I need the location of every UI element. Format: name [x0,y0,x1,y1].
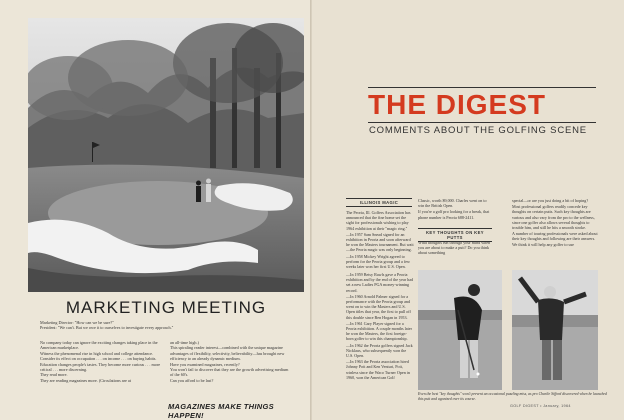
col3-para: special—or are you just doing a bit of hoping? [512,198,589,203]
illinois-para: —In 1957 Sam Snead signed for an exhibition in Peoria and soon afterward he won the Masters tournament. But wait—the Peoria magic was only beginning. [346,231,414,253]
digest-column-2 [418,198,492,221]
illinois-column [346,210,414,270]
ad-col2-para: Have you examined magazines, recently? [170,361,240,367]
ad-col1-para: Witness the phenomenal rise in high school and college attendance. Consider its effect on occupation . . . on income . . . on buying habits. [40,350,157,362]
putting-photo-right [512,270,598,390]
digest-column-3 [512,198,598,248]
illinois-para: The Peoria, Ill. Golfers Association has announced that the fine home set the sight for professionals wishing to play 1964 exhibition at their "magic ring." [346,210,411,231]
golf-course-photo [28,18,304,292]
illinois-para: —In 1958 Mickey Wright agreed to perform for the Peoria group and a few weeks later won her first U.S. Open. [346,253,410,270]
key-para: What thoughts run through your mind when you are about to make a putt? Do you think about something [418,240,491,256]
ad-column-2 [170,340,292,383]
illinois-para: —In 1961 Gary Player signed for a Peoria exhibition. A couple months later he won the Masters, the first foreign-born golfer to win this championship. [346,320,412,342]
digest-subtitle: COMMENTS ABOUT THE GOLFING SCENE [369,125,587,136]
ad-col1-para: No company today can ignore the exciting changes taking place in the American marketplace. [40,340,158,351]
ad-col2-para: This spiraling reader interest—combined with the unique magazine advantages of flexibility, selectivity, believability—has brought new efficiency to an already dynamic medium. [170,345,285,362]
golfer-reaction-illustration [512,270,598,390]
ad-headline: MARKETING MEETING [65,298,267,317]
ad-col2-para: Can you afford to be last? [170,377,214,383]
ad-col1-para: They read more. [40,372,68,378]
dialog-line-1: Marketing Director: "How can we be sure?" [40,320,114,325]
col3-para: A number of touring professionals were asked about their key thoughts and following are their answers. We think it will help any golfer to use [512,231,598,247]
illinois-para: —In 1962 the Peoria golfers signed Jack Nicklaus, who subsequently won the U.S. Open. [346,342,413,359]
ad-column-1 [40,340,162,383]
col3-para: Most professional golfers readily concede key thoughts on certain putts. Such key thoughts are various and also vary from the pro to the wellness, since one golfer also allows several thoughts to trouble him, and still he hits a smooth stroke. [512,204,595,231]
key-thoughts-heading: KEY THOUGHTS ON KEY PUTTS [418,228,492,242]
digest-title: THE DIGEST [368,89,547,120]
key-thoughts-column [418,240,492,257]
illinois-column-cont [346,272,414,390]
title-rule-bottom [368,122,596,123]
ad-slogan: MAGAZINES MAKE THINGS HAPPEN! [168,402,274,420]
golf-course-illustration [28,18,304,292]
ad-col2-para: an all-time high.) [170,340,199,345]
ad-col1-para: They are reading magazines more. (Circulations are at [40,377,131,383]
putting-photo-left [418,270,502,390]
illinois-para: —In 1960 Arnold Palmer signed for a performance with the Peoria group and went on to win the Masters and U.S. Open titles that year, the first to pull off this double since Ben Hogan in 1953. [346,293,411,320]
page-footer: GOLF DIGEST • January, 1964 [510,404,571,408]
dialog-line-2: President: "We can't. But we owe it to ourselves to investigate every approach." [40,325,174,330]
ad-col1-para: Education changes people's tastes. They become more curious . . . more critical . . . more discerning. [40,361,161,373]
photo-caption: Even the best "key thoughts" won't prevent an occasional puzzling miss, as pro Charlie Sifford discovered when he launched this putt and agonized over its course. [418,392,607,401]
ad-col2-para: You won't fail to discover that they are the growth advertising medium of the 60's. [170,367,289,378]
golfer-putting-illustration [418,270,502,390]
title-rule-top [368,87,596,88]
illinois-magic-heading: ILLINOIS MAGIC [346,198,412,207]
col2-para: If you're a golf pro looking for a break, that phone number is Peoria 688-2411. [418,209,490,220]
col2-para: Classic, worth $9,000. Charles went on to win the British Open. [418,198,487,209]
ad-dialog [40,320,300,330]
illinois-para: —In 1959 Betsy Rawls gave a Peoria exhibition and by the end of the year had set a new Ladies PGA money-winning record. [346,272,414,293]
illinois-para: —In 1963 the Peoria association hired Johnny Pott and Ken Venturi, Pott, winless since the Waco Turner Open in 1960, won the American Golf [346,359,410,380]
